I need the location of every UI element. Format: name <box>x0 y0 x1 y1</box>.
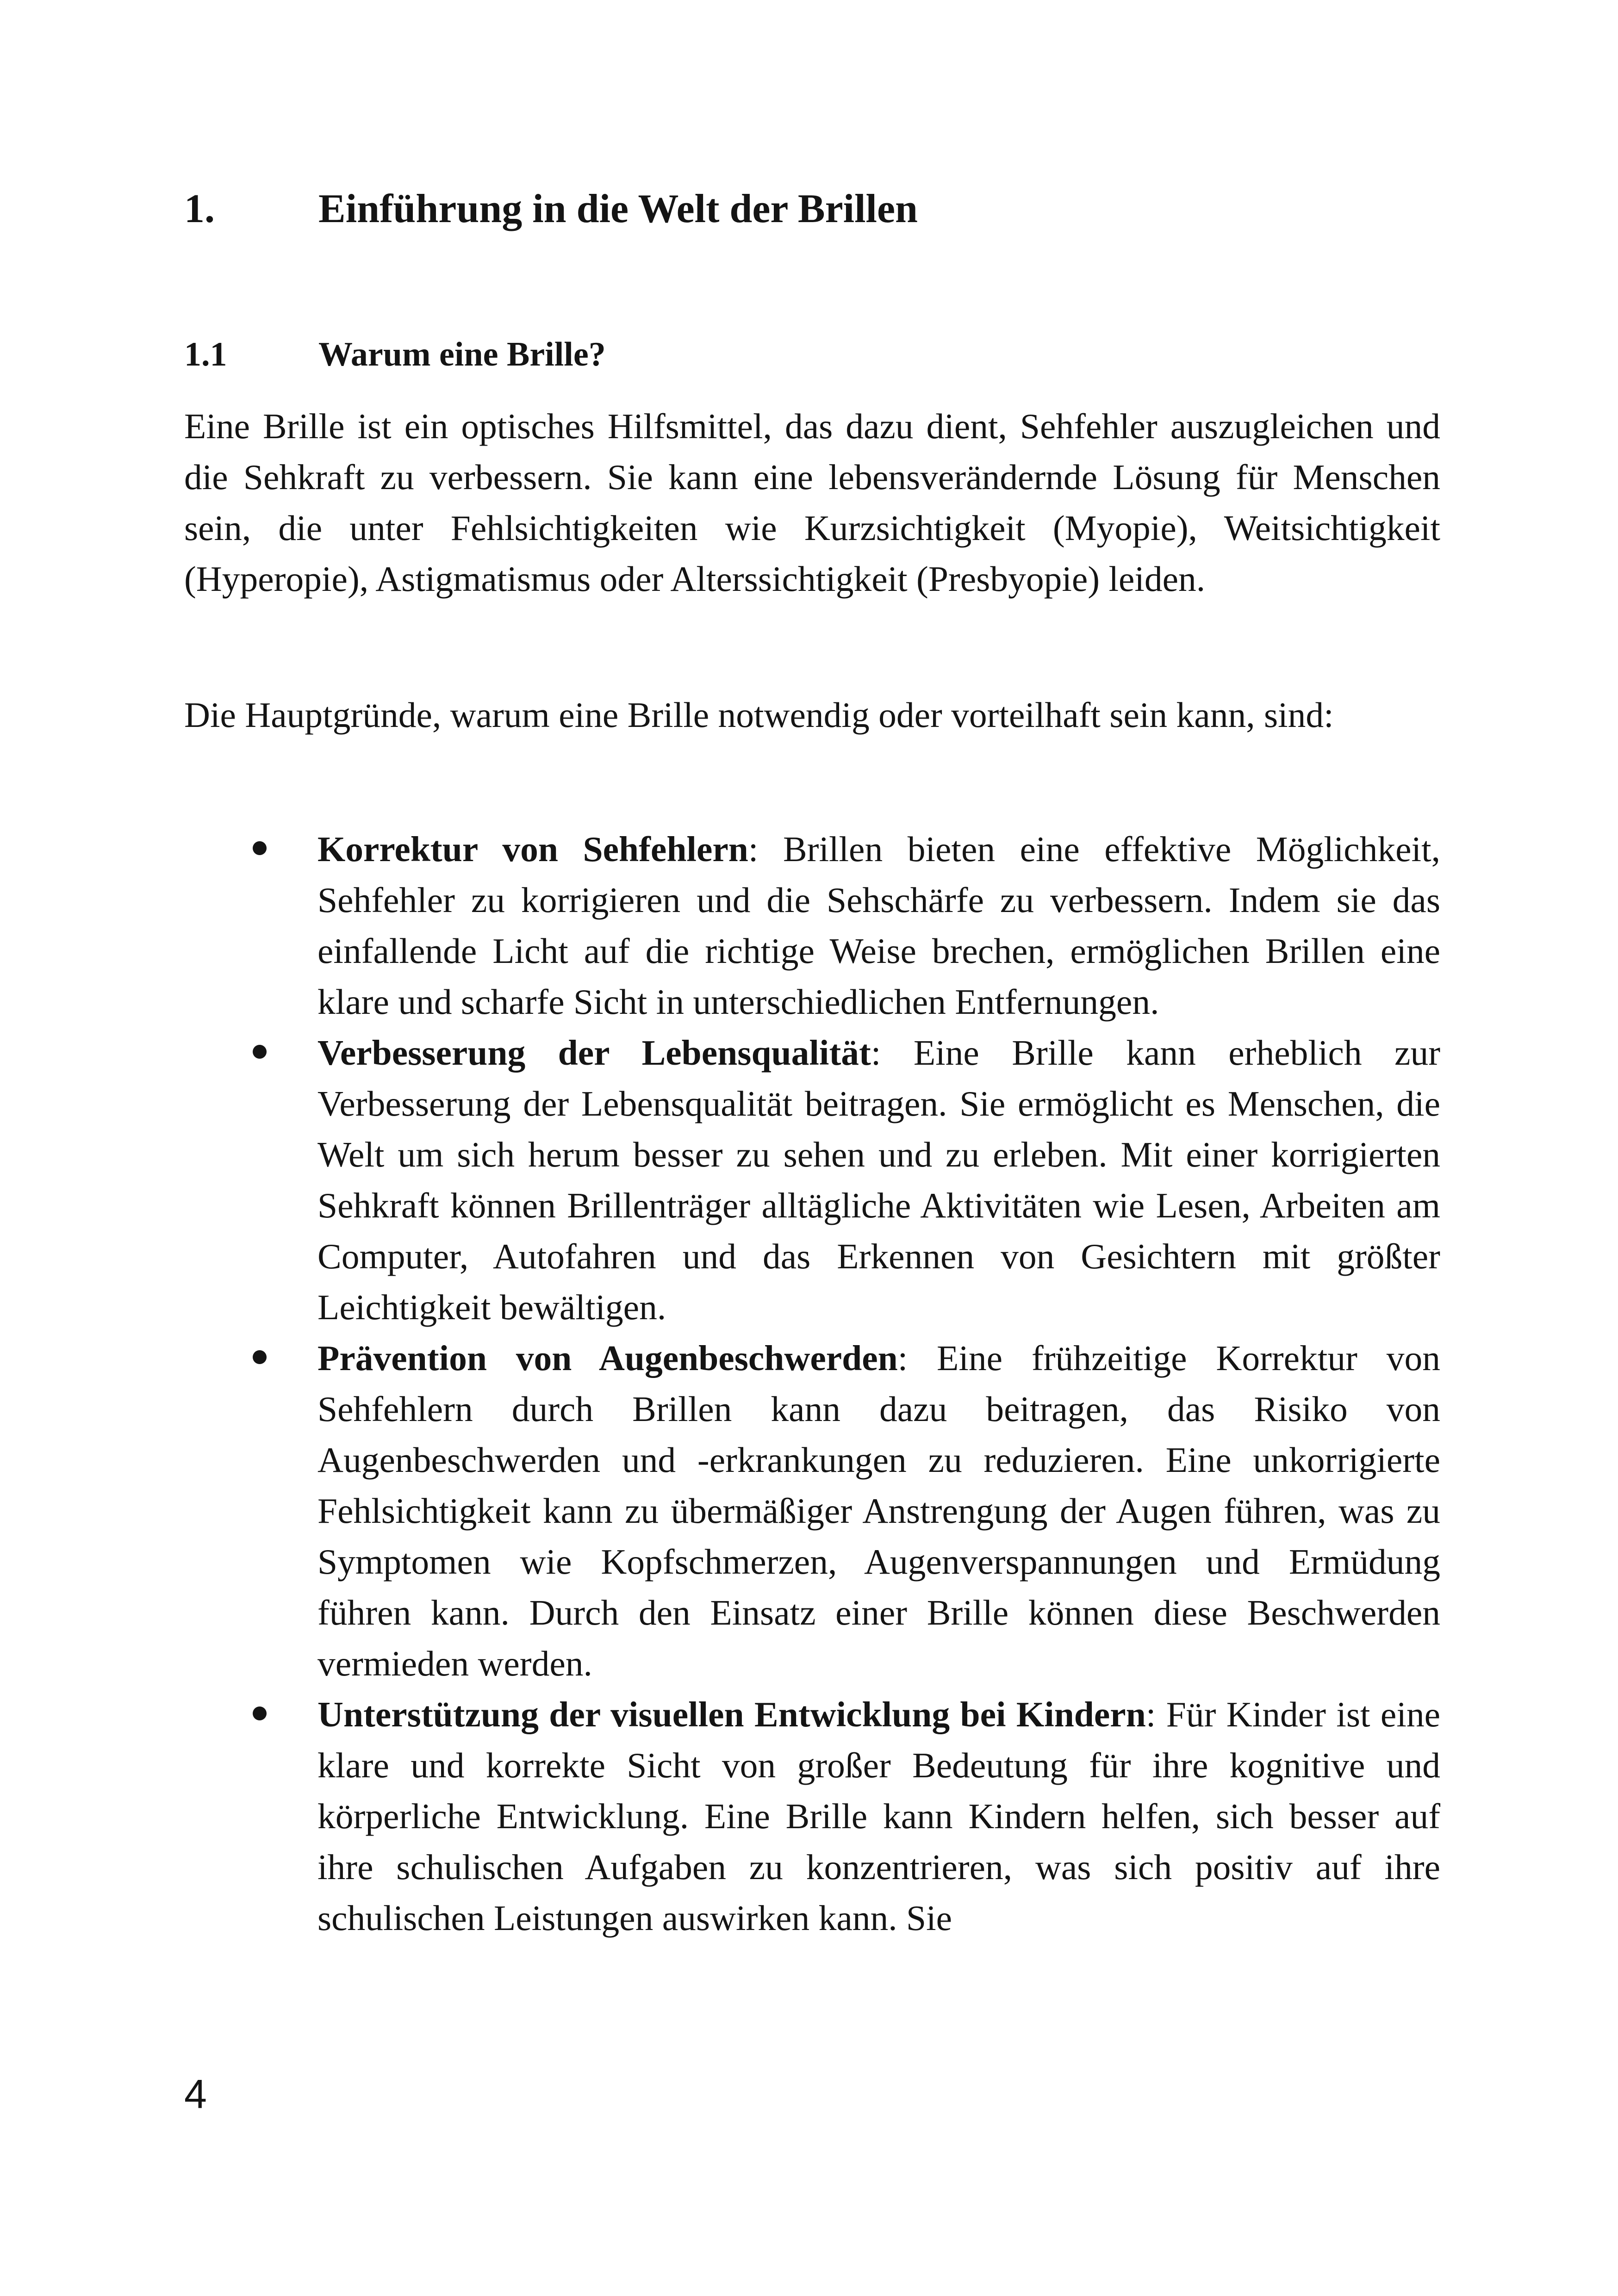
bullet-icon <box>253 841 267 855</box>
list-item-term: Korrektur von Sehfehlern <box>317 829 748 869</box>
list-item <box>184 824 1440 1027</box>
section-title: Warum eine Brille? <box>318 335 606 373</box>
section-heading <box>184 331 606 378</box>
list-item <box>184 1333 1440 1689</box>
list-item-term: Verbesserung der Lebensqualität <box>317 1033 871 1073</box>
chapter-heading <box>184 181 918 237</box>
intro-paragraph: Eine Brille ist ein optisches Hilfsmittel, das dazu dient, Sehfehler auszugleichen und die Sehkraft zu verbessern. Sie kann eine lebensverändernde Lösung für Menschen sein, die unter Fehlsichtigkeiten wie Kurzsichtigkeit (Myopie), Weitsichtigkeit (Hyperopie), Astigmatismus oder Alterssichtigkeit (Presbyopie) leiden. <box>184 406 1440 599</box>
list-item-term: Prävention von Augenbeschwerden <box>317 1338 898 1378</box>
reasons-list <box>184 824 1440 1943</box>
list-item-text: : Für Kinder ist eine klare und korrekte Sicht von großer Bedeutung für ihre kognitive und körperliche Entwicklung. Eine Brille kann Kindern helfen, sich besser auf ihre schulischen Aufgaben zu konzentrieren, was sich positiv auf ihre schulischen Leistungen auswirken kann. Sie <box>317 1694 1440 1938</box>
list-item-term: Unterstützung der visuellen Entwicklung bei Kindern <box>317 1694 1146 1734</box>
list-item-text: : Eine Brille kann erheblich zur Verbesserung der Lebensqualität beitragen. Sie ermöglicht es Menschen, die Welt um sich herum besser zu sehen und zu erleben. Mit einer korrigierten Sehkraft können Brillenträger alltägliche Aktivitäten wie Lesen, Arbeiten am Computer, Autofahren und das Erkennen von Gesichtern mit größter Leichtigkeit bewältigen. <box>317 1033 1440 1327</box>
list-item <box>184 1689 1440 1943</box>
bullet-icon <box>253 1706 267 1720</box>
chapter-title: Einführung in die Welt der Brillen <box>318 186 918 231</box>
reasons-intro-paragraph: Die Hauptgründe, warum eine Brille notwendig oder vorteilhaft sein kann, sind: <box>184 695 1334 735</box>
page-number: 4 <box>184 2071 207 2117</box>
list-item-text: : Brillen bieten eine effektive Möglichkeit, Sehfehler zu korrigieren und die Sehschärfe zu verbessern. Indem sie das einfallende Licht auf die richtige Weise brechen, ermöglichen Brillen eine klare und scharfe Sicht in unterschiedlichen Entfernungen. <box>317 829 1440 1022</box>
bullet-icon <box>253 1045 267 1059</box>
bullet-icon <box>253 1350 267 1364</box>
section-number: 1.1 <box>184 335 227 373</box>
list-item <box>184 1027 1440 1333</box>
list-item-text: : Eine frühzeitige Korrektur von Sehfehlern durch Brillen kann dazu beitragen, das Risiko von Augenbeschwerden und -erkrankungen zu reduzieren. Eine unkorrigierte Fehlsichtigkeit kann zu übermäßiger Anstrengung der Augen führen, was zu Symptomen wie Kopfschmerzen, Augenverspannungen und Ermüdung führen kann. Durch den Einsatz einer Brille können diese Beschwerden vermieden werden. <box>317 1338 1440 1683</box>
chapter-number: 1. <box>184 186 215 231</box>
